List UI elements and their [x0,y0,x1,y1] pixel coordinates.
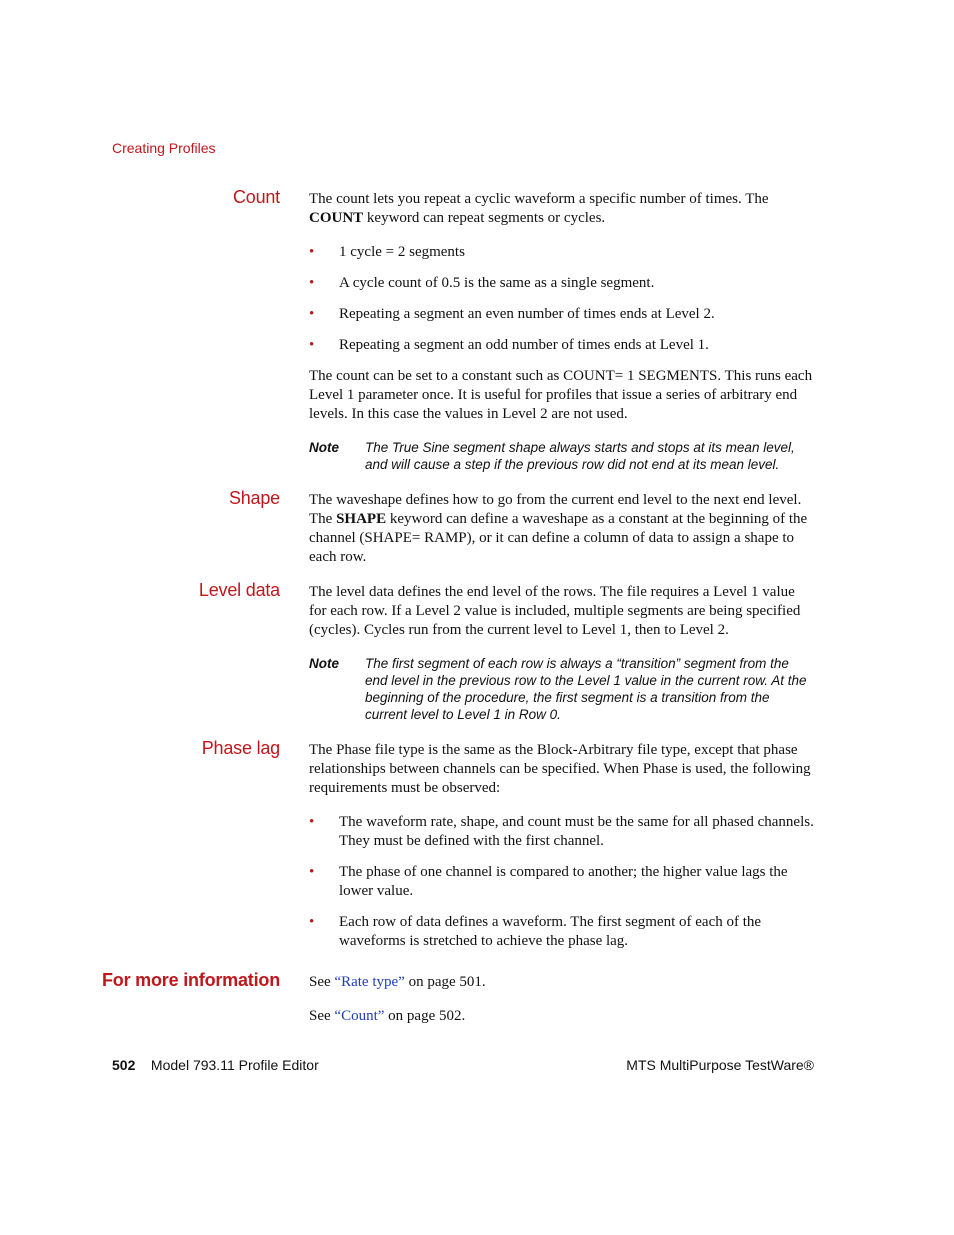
see-prefix: See [309,1008,335,1024]
count-intro-pre: The count lets you repeat a cyclic waveform a specific number of times. The [309,191,769,207]
shape-text [309,491,815,567]
phase-lag-text: The Phase file type is the same as the Block-Arbitrary file type, except that phase relationships between channels can be specified. When Phase is used, the following requirements must be observed: [309,742,811,796]
list-item-text: Repeating a segment an odd number of times ends at Level 1. [339,337,709,353]
count-intro [309,190,815,228]
shape-keyword: SHAPE [336,511,387,527]
heading-more-info: For more information [101,970,280,990]
list-item-text: A cycle count of 0.5 is the same as a single segment. [339,275,655,291]
see-suffix: on page 502. [384,1008,466,1024]
bullet-icon: • [309,914,315,930]
list-item-text: 1 cycle = 2 segments [339,244,465,260]
see-also-line [309,1007,815,1026]
heading-shape: Shape [228,488,280,508]
note-text: The True Sine segment shape always starts and stops at its mean level, and will cause a step if the previous row did not end at its mean level. [365,440,795,472]
list-item-text: The waveform rate, shape, and count must be the same for all phased channels. They must be defined with the first channel. [339,814,814,849]
shape-text-pre: The waveshape defines how to go from the current end level to the next end level. The [309,492,802,527]
link-rate-type[interactable]: “Rate type” [334,974,405,990]
note-label: Note [309,440,339,455]
count-keyword: COUNT [309,210,364,226]
bullet-icon: • [309,864,315,880]
shape-text-post: keyword can define a waveshape as a constant at the beginning of the channel (SHAPE= RAMP), or it can define a column of data to assign a shape to each row. [309,511,808,565]
bullet-icon: • [309,337,315,353]
heading-count: Count [232,187,280,207]
breadcrumb: Creating Profiles [112,140,216,156]
list-item-text: Repeating a segment an even number of times ends at Level 2. [339,306,715,322]
heading-level-data: Level data [198,580,280,600]
bullet-icon: • [309,275,315,291]
level-data-text: The level data defines the end level of the rows. The file requires a Level 1 value for each row. If a Level 2 value is included, multiple segments are being specified (cycles). Cycles run from the current level to Level 1, then to Level 2. [309,584,801,638]
footer-product: MTS MultiPurpose TestWare® [626,1057,814,1073]
see-suffix: on page 501. [404,974,486,990]
link-count[interactable]: “Count” [334,1008,385,1024]
page-number: 502 [112,1057,136,1073]
see-prefix: See [309,974,335,990]
note-text: The first segment of each row is always a “transition” segment from the end level in the previous row to the Level 1 value in the current row. At the beginning of the procedure, the first segment is a transition from the current level to Level 1 in Row 0. [365,656,807,722]
doc-title: Model 793.11 Profile Editor [150,1057,319,1073]
list-item-text: The phase of one channel is compared to another; the higher value lags the lower value. [339,864,788,899]
bullet-icon: • [309,244,315,260]
list-item-text: Each row of data defines a waveform. The first segment of each of the waveforms is stretched to achieve the phase lag. [339,914,762,949]
count-intro-post: keyword can repeat segments or cycles. [363,210,606,226]
bullet-icon: • [309,306,315,322]
see-also-line [309,973,815,992]
heading-phase-lag: Phase lag [201,738,280,758]
bullet-icon: • [309,814,315,830]
count-para2: The count can be set to a constant such as COUNT= 1 SEGMENTS. This runs each Level 1 parameter once. It is useful for profiles that issue a series of arbitrary end levels. In this case the values in Level 2 are not used. [309,368,813,422]
note-label: Note [309,656,339,671]
footer-left [112,1057,319,1073]
